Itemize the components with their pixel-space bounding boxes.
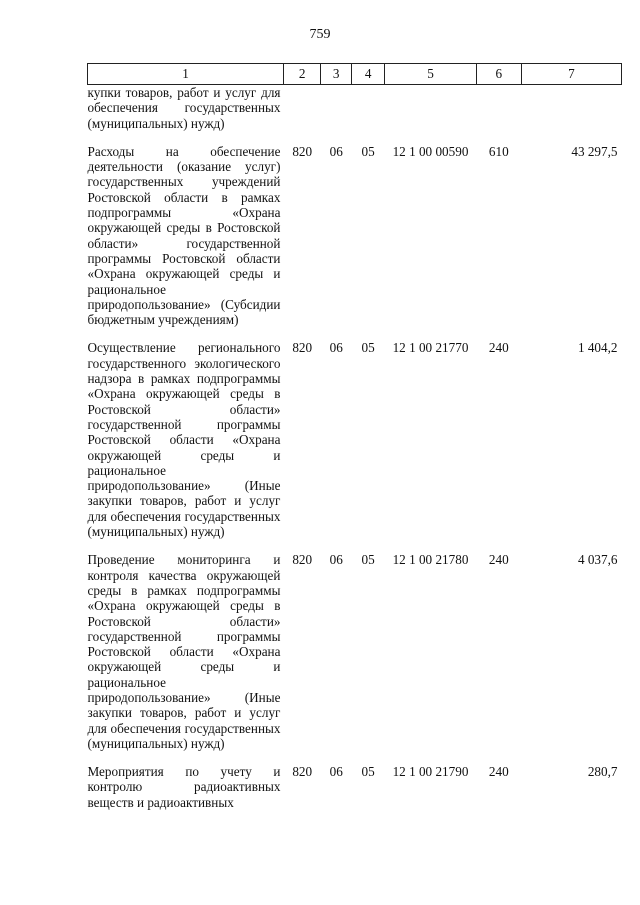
row-amount xyxy=(521,85,621,144)
row-amount: 1 404,2 xyxy=(577,340,618,356)
table-row xyxy=(88,144,622,341)
header-col-2: 2 xyxy=(283,64,320,85)
row-expense-type: 240 xyxy=(488,340,509,356)
row-target-article: 12 1 00 21780 xyxy=(392,552,469,568)
row-target-article: 12 1 00 21790 xyxy=(392,764,469,780)
row-expense-type: 240 xyxy=(488,552,509,568)
page-number: 759 xyxy=(309,27,331,42)
row-section: 06 xyxy=(329,764,343,780)
row-description: Расходы на обеспечение деятельности (оказание услуг) государственных учреждений Ростовской области в рамках подпрограммы «Охрана окружающей среды в Ростовской области» государственной программы Ростовской области «Охрана окружающей среды и рациональное природопользование» (Субсидии бюджетным учреждениям) xyxy=(87,143,281,328)
row-amount: 4 037,6 xyxy=(577,552,618,568)
table-header xyxy=(88,64,622,85)
row-subsection: 05 xyxy=(361,143,375,159)
row-section xyxy=(321,85,351,144)
row-section: 06 xyxy=(329,552,343,568)
row-ministry-code: 820 xyxy=(292,340,313,356)
header-col-5: 5 xyxy=(385,64,476,85)
row-subsection: 05 xyxy=(361,340,375,356)
row-subsection xyxy=(351,85,384,144)
row-description: купки товаров, работ и услуг для обеспечения государственных (муниципальных) нужд) xyxy=(87,85,281,131)
header-col-3: 3 xyxy=(321,64,351,85)
row-expense-type: 610 xyxy=(488,143,509,159)
row-subsection: 05 xyxy=(361,552,375,568)
row-subsection: 05 xyxy=(361,764,375,780)
budget-table xyxy=(87,63,622,810)
row-amount: 43 297,5 xyxy=(571,143,618,159)
row-section: 06 xyxy=(329,143,343,159)
table-body xyxy=(88,85,622,811)
row-ministry-code: 820 xyxy=(292,764,313,780)
table-row xyxy=(88,340,622,552)
header-row xyxy=(88,64,622,85)
row-section: 06 xyxy=(329,340,343,356)
row-ministry-code xyxy=(283,85,320,144)
row-description: Мероприятия по учету и контролю радиоактивных веществ и радиоактивных xyxy=(87,764,281,810)
table-row xyxy=(88,85,622,144)
row-target-article: 12 1 00 00590 xyxy=(392,143,469,159)
row-description: Проведение мониторинга и контроля качества окружающей среды в рамках подпрограммы «Охрана окружающей среды в Ростовской области» государственной программы Ростовской области «Охрана окружающей среды и рациональное природопользование» (Иные закупки товаров, работ и услуг для обеспечения государственных (муниципальных) нужд) xyxy=(87,552,281,751)
header-col-7: 7 xyxy=(521,64,621,85)
header-col-1: 1 xyxy=(88,64,284,85)
row-description: Осуществление регионального государственного экологического надзора в рамках подпрограммы «Охрана окружающей среды в Ростовской области» государственной программы Ростовской области «Охрана окружающей среды и рациональное природопользование» (Иные закупки товаров, работ и услуг для обеспечения государственных (муниципальных) нужд) xyxy=(87,340,281,540)
row-ministry-code: 820 xyxy=(292,552,313,568)
header-col-4: 4 xyxy=(351,64,384,85)
row-target-article xyxy=(385,85,476,144)
row-amount: 280,7 xyxy=(587,764,618,780)
row-target-article: 12 1 00 21770 xyxy=(392,340,469,356)
row-ministry-code: 820 xyxy=(292,143,313,159)
row-expense-type: 240 xyxy=(488,764,509,780)
table-row xyxy=(88,764,622,810)
row-expense-type xyxy=(476,85,521,144)
table-row xyxy=(88,552,622,764)
header-col-6: 6 xyxy=(476,64,521,85)
